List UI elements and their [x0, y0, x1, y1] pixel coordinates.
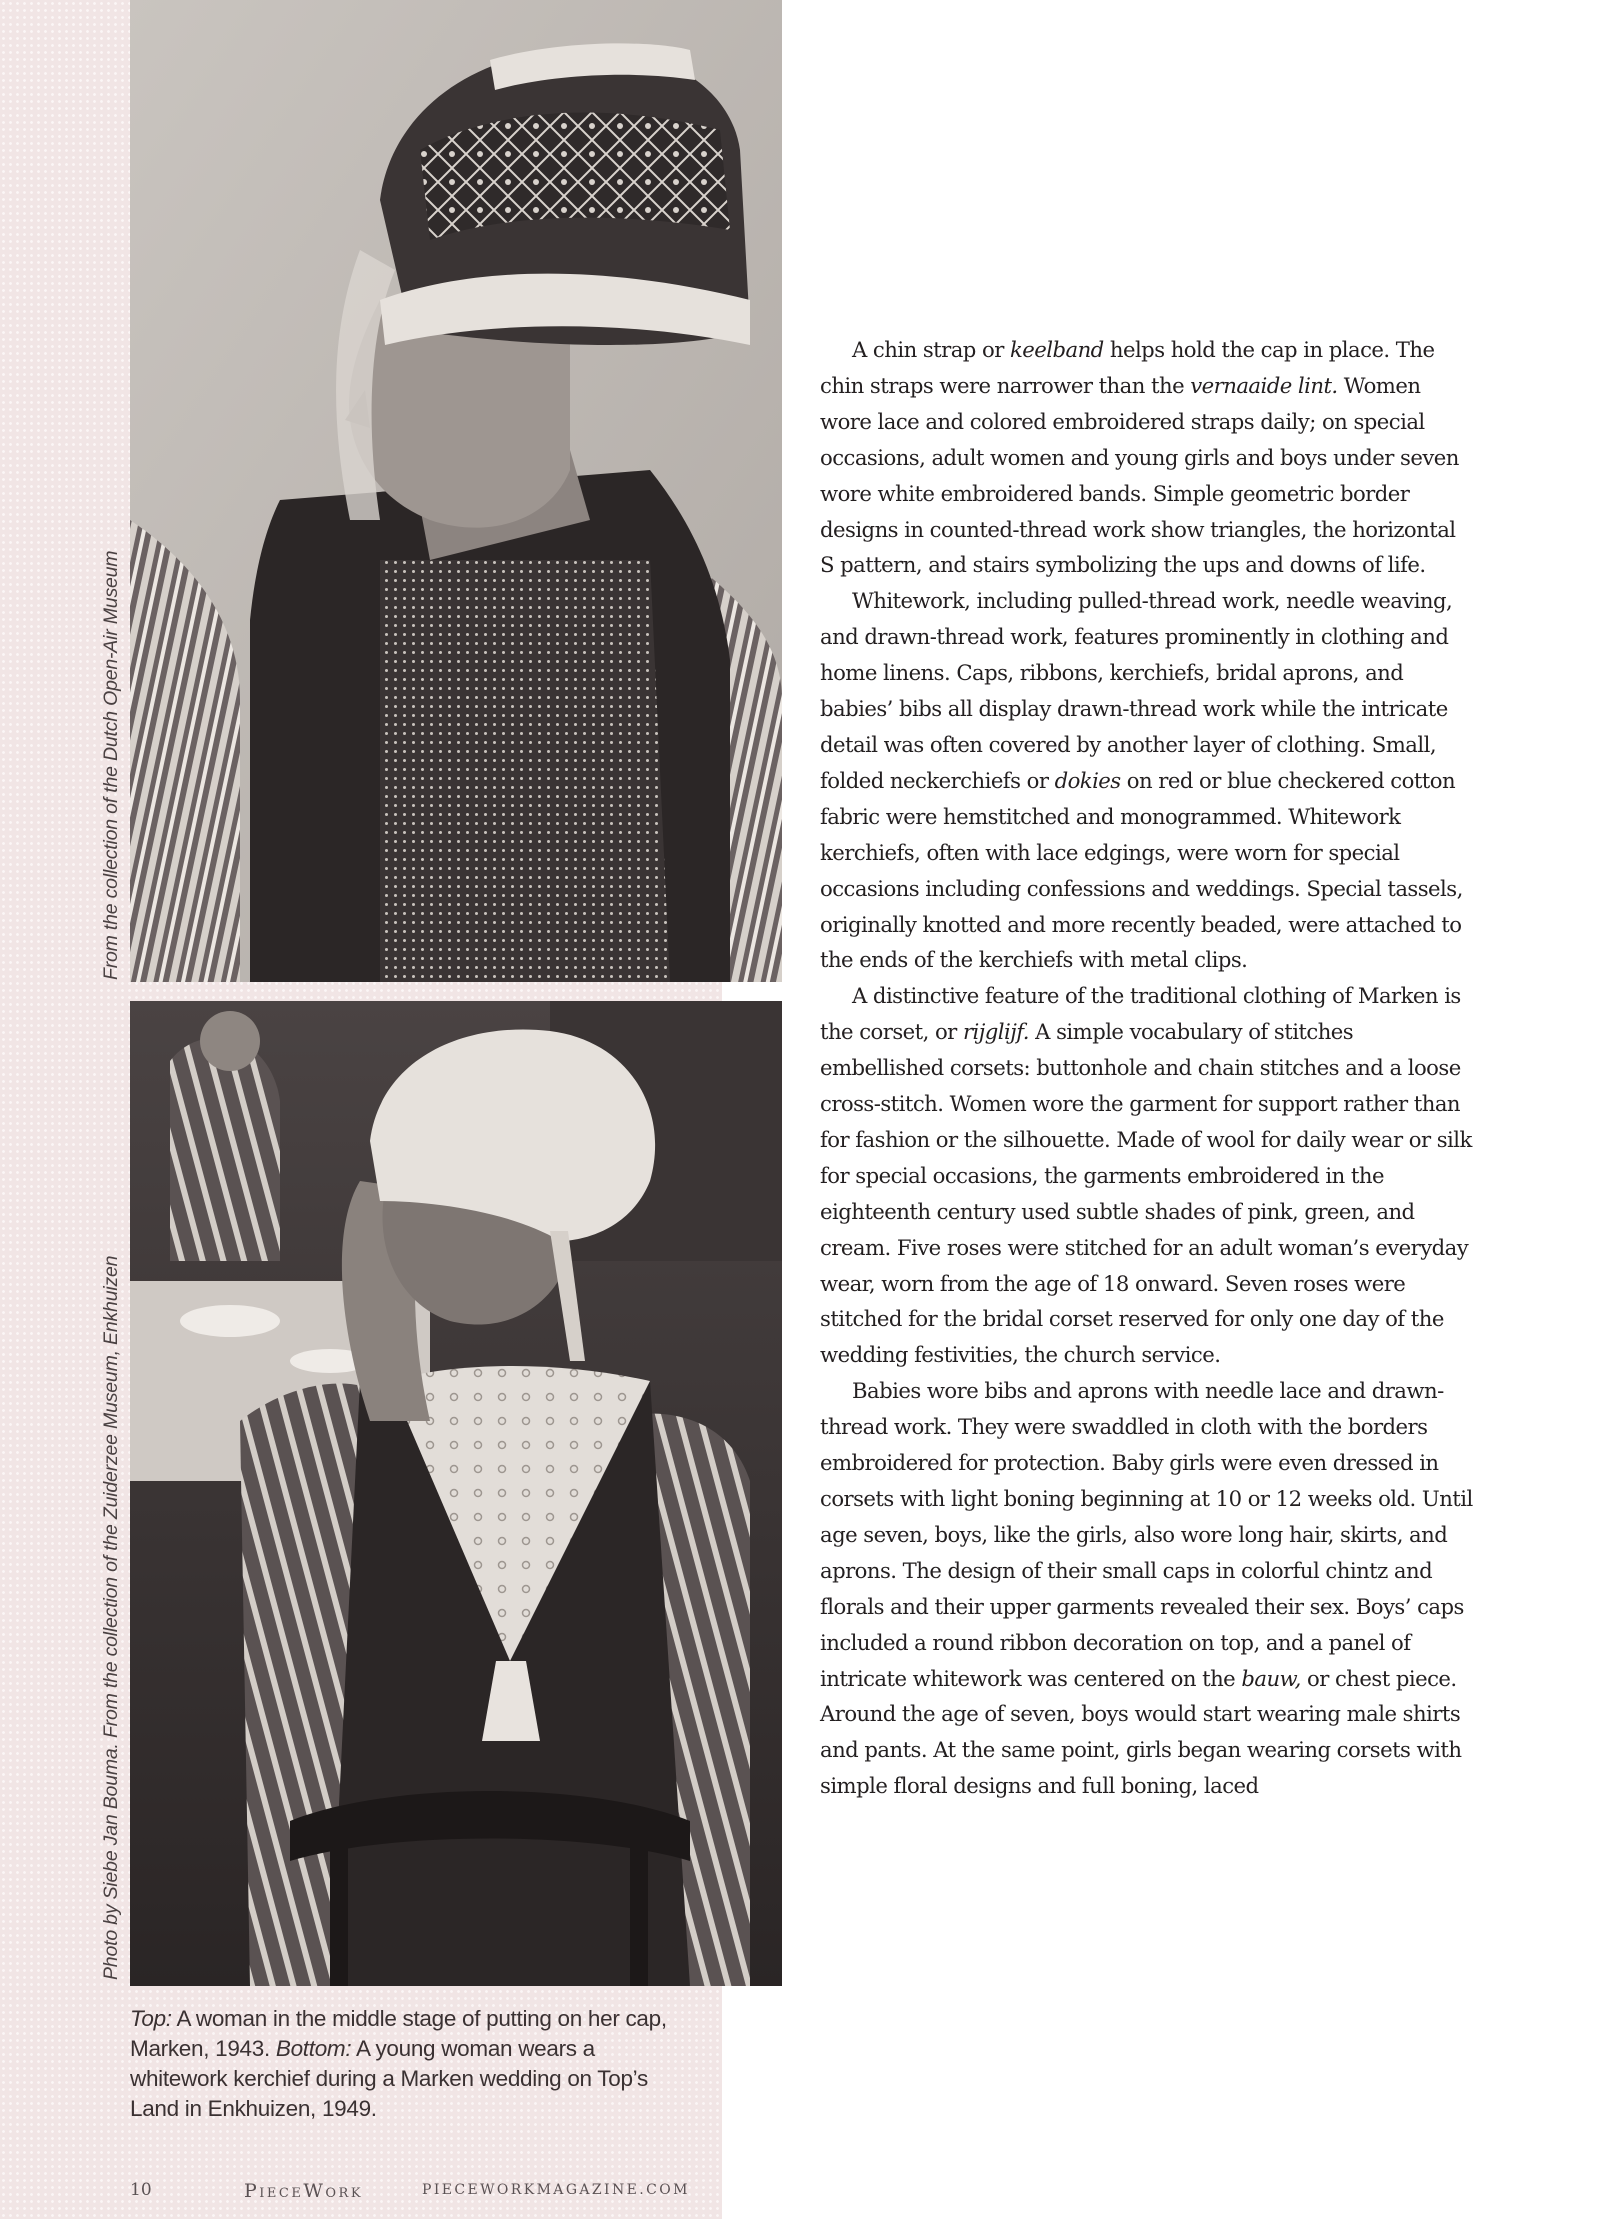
article-paragraph: [820, 583, 1475, 978]
article-italic-term: bauw,: [1241, 1665, 1301, 1691]
caption-bottom-label: Bottom:: [275, 2036, 352, 2061]
article-italic-term: vernaaide lint.: [1190, 372, 1338, 398]
caption-bottom-text: A young woman wears a whitework kerchief during a Marken wedding on Top’s Land in Enkhuizen, 1949.: [130, 2036, 648, 2121]
article-text-run: or chest piece. Around the age of seven, boys would start wearing male shirts and pants. At the same point, girls began wearing corsets with simple floral designs and full boning, laced: [820, 1665, 1462, 1799]
article-text-run: A chin strap or: [852, 337, 1010, 362]
article-italic-term: keelband: [1009, 337, 1104, 362]
article-paragraph: [820, 978, 1475, 1373]
photo-credit-bottom: Photo by Siebe Jan Bouma. From the collection of the Zuiderzee Museum, Enkhuizen: [100, 1255, 122, 1980]
article-italic-term: dokies: [1054, 767, 1121, 793]
article-body: [820, 332, 1475, 1804]
caption-top-label: Top:: [130, 2006, 172, 2031]
article-paragraph: [820, 1373, 1475, 1804]
photo-bottom-image: [130, 1001, 782, 1986]
photo-caption: [130, 2004, 690, 2124]
article-text-run: on red or blue checkered cotton fabric were hemstitched and monogrammed. Whitework kerchiefs, often with lace edgings, were worn for special occasions including confessions and weddings. Special tassels, originally knotted and more recently beaded, were attached to the ends of the kerchiefs with metal clips.: [820, 767, 1463, 973]
article-text-run: helps hold the cap in place. The chin straps were narrower than the: [820, 337, 1435, 398]
article-text-run: Babies wore bibs and aprons with needle lace and drawn-thread work. They were swaddled in cloth with the borders embroidered for protection. Baby girls were even dressed in corsets with light boning beginning at 10 or 12 weeks old. Until age seven, boys, like the girls, also wore long hair, skirts, and aprons. The design of their small caps in colorful chintz and florals and their upper garments revealed their sex. Boys’ caps included a round ribbon decoration on top, and a panel of intricate whitework was centered on the: [820, 1378, 1473, 1691]
article-text-run: Women wore lace and colored embroidered straps daily; on special occasions, adult women and young girls and boys under seven wore white embroidered bands. Simple geometric border designs in counted-thread work show triangles, the horizontal S pattern, and stairs symbolizing the ups and downs of life.: [820, 372, 1459, 578]
photo-top: [130, 0, 782, 982]
article-text-run: A distinctive feature of the traditional clothing of Marken is the corset, or: [820, 983, 1461, 1045]
article-text-run: Whitework, including pulled-thread work, needle weaving, and drawn-thread work, features prominently in clothing and home linens. Caps, ribbons, kerchiefs, bridal aprons, and babies’ bibs all display drawn-thread work while the intricate detail was often covered by another layer of clothing. Small, folded neckerchiefs or: [820, 588, 1453, 793]
photo-credit-top: From the collection of the Dutch Open-Air Museum: [100, 550, 122, 980]
photo-bottom: [130, 1001, 782, 1986]
article-text-run: A simple vocabulary of stitches embellished corsets: buttonhole and chain stitches and a loose cross-stitch. Women wore the garment for support rather than for fashion or the silhouette. Made of wool for daily wear or silk for special occasions, the garments embroidered in the eighteenth century used subtle shades of pink, green, and cream. Five roses were stitched for an adult woman’s everyday wear, worn from the age of 18 onward. Seven roses were stitched for the bridal corset reserved for only one day of the wedding festivities, the church service.: [820, 1019, 1472, 1368]
magazine-url: PIECEWORKMAGAZINE.COM: [422, 2182, 690, 2198]
article-paragraph: [820, 332, 1475, 583]
page-number: 10: [130, 2180, 152, 2200]
caption-top-text: A woman in the middle stage of putting on her cap, Marken, 1943.: [130, 2006, 667, 2061]
magazine-name: PieceWork: [244, 2180, 364, 2202]
article-italic-term: rijglijf.: [962, 1019, 1029, 1045]
photo-top-image: [130, 0, 782, 982]
